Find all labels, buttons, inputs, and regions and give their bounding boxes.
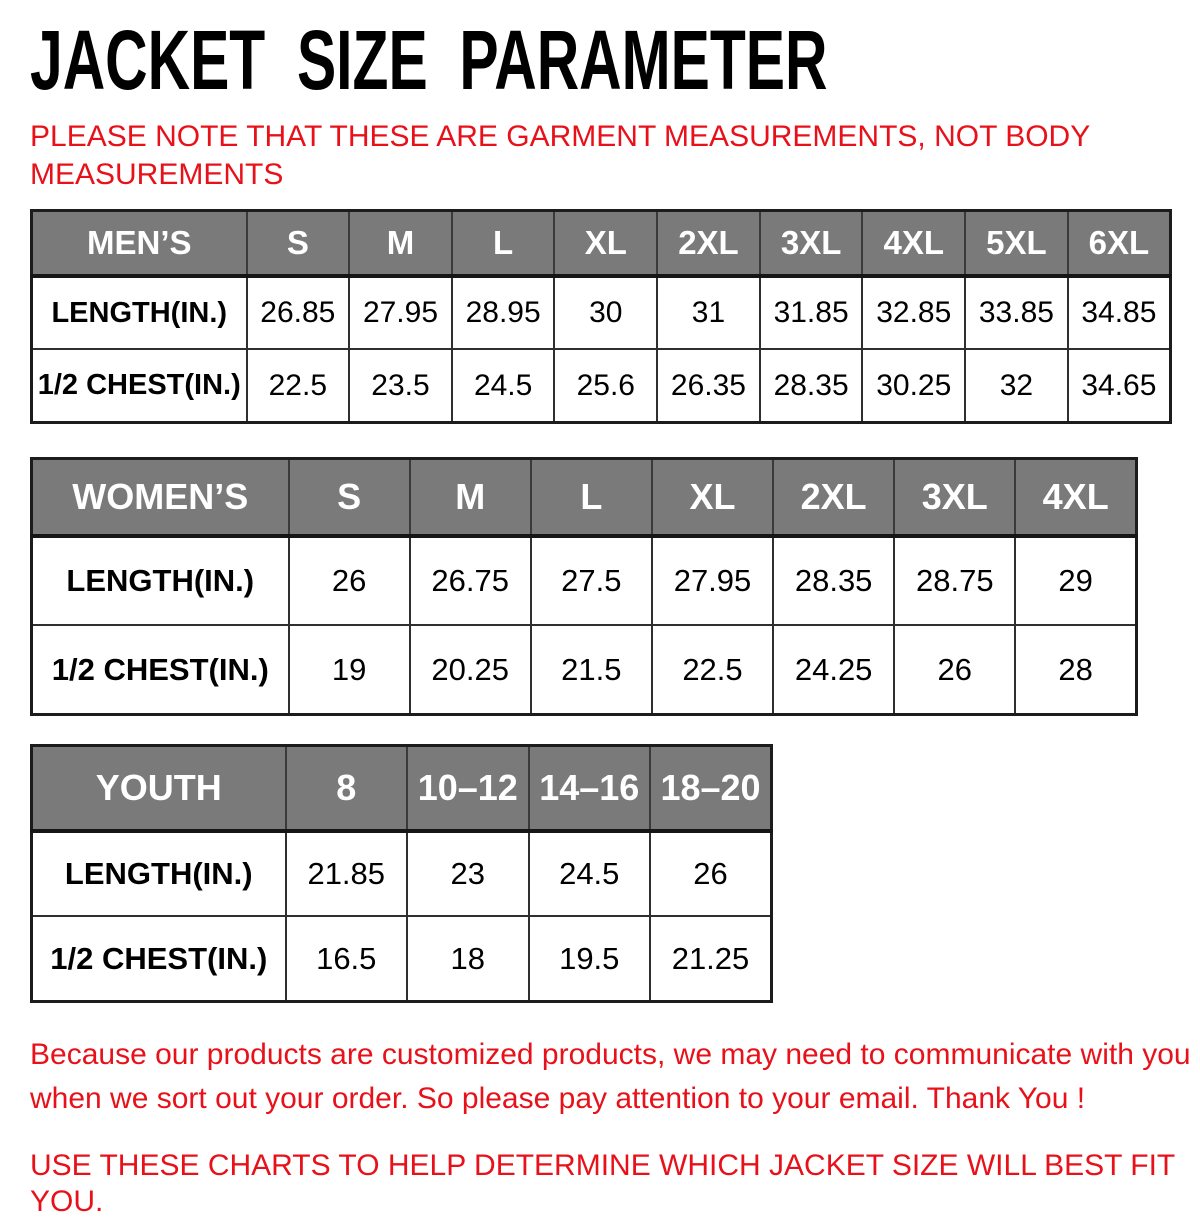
value-cell: 16.5 xyxy=(286,916,408,1001)
group-label-cell: WOMEN’S xyxy=(32,458,289,536)
mens-size-table xyxy=(30,209,1172,424)
header-row xyxy=(32,745,772,831)
value-cell: 26 xyxy=(289,536,410,625)
size-col-header: 2XL xyxy=(773,458,894,536)
measurement-row xyxy=(32,831,772,916)
value-cell: 25.6 xyxy=(554,349,657,422)
size-col-header: 5XL xyxy=(965,210,1068,276)
youth-size-table xyxy=(30,744,773,1003)
size-col-header: L xyxy=(452,210,555,276)
size-col-header: XL xyxy=(652,458,773,536)
value-cell: 24.25 xyxy=(773,625,894,714)
size-col-header: 3XL xyxy=(894,458,1015,536)
garment-measurement-note xyxy=(30,118,1200,195)
value-cell: 27.5 xyxy=(531,536,652,625)
value-cell: 24.5 xyxy=(452,349,555,422)
value-cell: 30 xyxy=(554,276,657,349)
value-cell: 26 xyxy=(894,625,1015,714)
group-label-cell: MEN’S xyxy=(32,210,247,276)
value-cell: 32.85 xyxy=(862,276,965,349)
chart-usage-instruction: USE THESE CHARTS TO HELP DETERMINE WHICH JACKET SIZE WILL BEST FIT YOU. xyxy=(30,1148,1175,1218)
womens-size-table xyxy=(30,457,1138,716)
value-cell: 33.85 xyxy=(965,276,1068,349)
value-cell: 28.95 xyxy=(452,276,555,349)
size-col-header: 18–20 xyxy=(650,745,772,831)
size-col-header: 8 xyxy=(286,745,408,831)
row-label-cell: 1/2 CHEST(IN.) xyxy=(32,349,247,422)
value-cell: 31.85 xyxy=(760,276,863,349)
size-col-header: 4XL xyxy=(1015,458,1136,536)
value-cell: 26 xyxy=(650,831,772,916)
value-cell: 21.25 xyxy=(650,916,772,1001)
size-col-header: 10–12 xyxy=(407,745,529,831)
size-col-header: L xyxy=(531,458,652,536)
value-cell: 32 xyxy=(965,349,1068,422)
value-cell: 28.35 xyxy=(760,349,863,422)
value-cell: 19.5 xyxy=(529,916,651,1001)
size-col-header: 14–16 xyxy=(529,745,651,831)
size-col-header: 6XL xyxy=(1068,210,1171,276)
customization-notice-line-1: Because our products are customized products, we may need to communicate with you xyxy=(30,1037,1191,1071)
note-line-2: MEASUREMENTS xyxy=(30,158,284,192)
row-label-cell: LENGTH(IN.) xyxy=(32,276,247,349)
value-cell: 30.25 xyxy=(862,349,965,422)
row-label-cell: LENGTH(IN.) xyxy=(32,536,289,625)
value-cell: 29 xyxy=(1015,536,1136,625)
row-label-cell: LENGTH(IN.) xyxy=(32,831,286,916)
value-cell: 27.95 xyxy=(652,536,773,625)
measurement-row xyxy=(32,536,1137,625)
row-label-cell: 1/2 CHEST(IN.) xyxy=(32,625,289,714)
value-cell: 28.35 xyxy=(773,536,894,625)
size-col-header: M xyxy=(410,458,531,536)
value-cell: 28.75 xyxy=(894,536,1015,625)
measurement-row xyxy=(32,916,772,1001)
size-col-header: S xyxy=(247,210,350,276)
group-label-cell: YOUTH xyxy=(32,745,286,831)
value-cell: 31 xyxy=(657,276,760,349)
value-cell: 23.5 xyxy=(349,349,452,422)
value-cell: 34.85 xyxy=(1068,276,1171,349)
value-cell: 22.5 xyxy=(652,625,773,714)
page-title: JACKET SIZE PARAMETER xyxy=(30,13,828,107)
value-cell: 34.65 xyxy=(1068,349,1171,422)
header-row xyxy=(32,458,1137,536)
header-row xyxy=(32,210,1171,276)
size-col-header: 3XL xyxy=(760,210,863,276)
value-cell: 19 xyxy=(289,625,410,714)
row-label-cell: 1/2 CHEST(IN.) xyxy=(32,916,286,1001)
size-col-header: XL xyxy=(554,210,657,276)
value-cell: 24.5 xyxy=(529,831,651,916)
value-cell: 26.75 xyxy=(410,536,531,625)
note-line-1: PLEASE NOTE THAT THESE ARE GARMENT MEASUREMENTS, NOT BODY xyxy=(30,120,1091,153)
measurement-row xyxy=(32,349,1171,422)
value-cell: 21.85 xyxy=(286,831,408,916)
size-col-header: 4XL xyxy=(862,210,965,276)
size-col-header: M xyxy=(349,210,452,276)
size-col-header: 2XL xyxy=(657,210,760,276)
size-col-header: S xyxy=(289,458,410,536)
customization-notice-line-2: when we sort out your order. So please pay attention to your email. Thank You ! xyxy=(30,1082,1086,1116)
value-cell: 23 xyxy=(407,831,529,916)
customization-notice xyxy=(30,1033,1200,1122)
value-cell: 26.35 xyxy=(657,349,760,422)
measurement-row xyxy=(32,276,1171,349)
value-cell: 21.5 xyxy=(531,625,652,714)
value-cell: 22.5 xyxy=(247,349,350,422)
value-cell: 26.85 xyxy=(247,276,350,349)
value-cell: 18 xyxy=(407,916,529,1001)
measurement-row xyxy=(32,625,1137,714)
value-cell: 20.25 xyxy=(410,625,531,714)
value-cell: 28 xyxy=(1015,625,1136,714)
value-cell: 27.95 xyxy=(349,276,452,349)
